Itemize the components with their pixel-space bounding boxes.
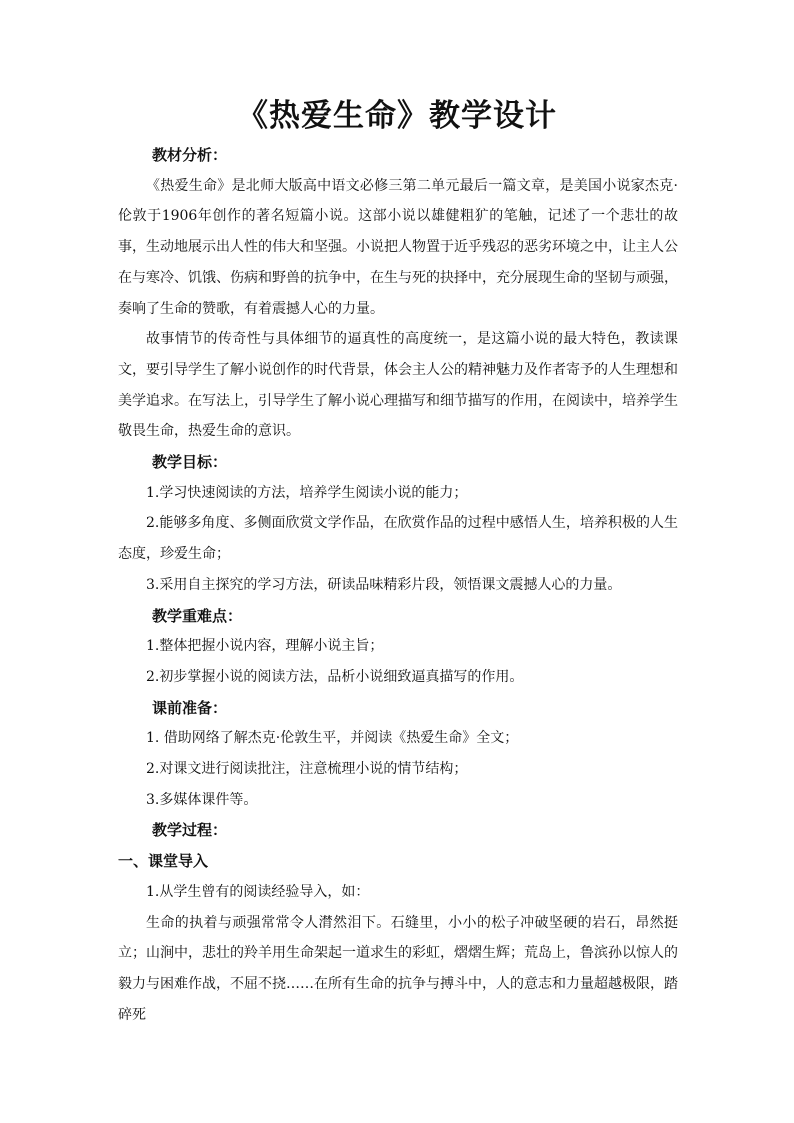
process-section-1-heading: 一、课堂导入 <box>118 852 209 871</box>
preparation-item-1: 1. 借助网络了解杰克·伦敦生平，并阅读《热爱生命》全文； <box>146 730 519 747</box>
goal-item-3: 3.采用自主探究的学习方法，研读品味精彩片段，领悟课文震撼人心的力量。 <box>146 576 622 593</box>
goal-item-2: 2.能够多角度、多侧面欣赏文学作品，在欣赏作品的过程中感悟人生，培养积极的人生态度，珍爱生命； <box>118 515 678 563</box>
process-item-1: 1.从学生曾有的阅读经验导入，如： <box>146 883 370 900</box>
preparation-item-3: 3.多媒体课件等。 <box>146 791 258 808</box>
keypoint-item-1: 1.整体把握小说内容，理解小说主旨； <box>146 638 384 655</box>
preparation-item-2: 2.对课文进行阅读批注，注意梳理小说的情节结构； <box>146 761 468 778</box>
document-body <box>118 140 678 1030</box>
goals-heading: 教学目标： <box>152 453 228 472</box>
process-heading: 教学过程： <box>152 821 228 840</box>
document-title: 《热爱生命》教学设计 <box>237 98 557 134</box>
analysis-paragraph-1: 《热爱生命》是北师大版高中语文必修三第二单元最后一篇文章，是美国小说家杰克·伦敦于1906年创作的著名短篇小说。这部小说以雄健粗犷的笔触，记述了一个悲壮的故事，生动地展示出人性的伟大和坚强。小说把人物置于近乎残忍的恶劣环境之中，让主人公在与寒冷、饥饿、伤病和野兽的抗争中，在生与死的抉择中，充分展现生命的坚韧与顽强，奏响了生命的赞歌，有着震撼人心的力量。 <box>118 177 678 317</box>
analysis-heading: 教材分析： <box>152 146 228 164</box>
analysis-paragraph-2: 故事情节的传奇性与具体细节的逼真性的高度统一，是这篇小说的最大特色，教读课文，要引导学生了解小说创作的时代背景，体会主人公的精神魅力及作者寄予的人生理想和美学追求。在写法上，引导学生了解小说心理描写和细节描写的作用，在阅读中，培养学生敬畏生命，热爱生命的意识。 <box>118 331 678 440</box>
keypoint-item-2: 2.初步掌握小说的阅读方法，品析小说细致逼真描写的作用。 <box>146 668 524 685</box>
goal-item-1: 1.学习快速阅读的方法，培养学生阅读小说的能力； <box>146 484 468 501</box>
process-paragraph: 生命的执着与顽强常常令人潸然泪下。石缝里，小小的松子冲破坚硬的岩石，昂然挺立；山涧中，悲壮的羚羊用生命架起一道求生的彩虹，熠熠生辉；荒岛上，鲁滨孙以惊人的毅力与困难作战，不屈不挠……在所有生命的抗争与搏斗中，人的意志和力量超越极限，踏碎死 <box>118 914 678 1023</box>
preparation-heading: 课前准备： <box>152 698 228 717</box>
keypoints-heading: 教学重难点： <box>152 606 243 625</box>
